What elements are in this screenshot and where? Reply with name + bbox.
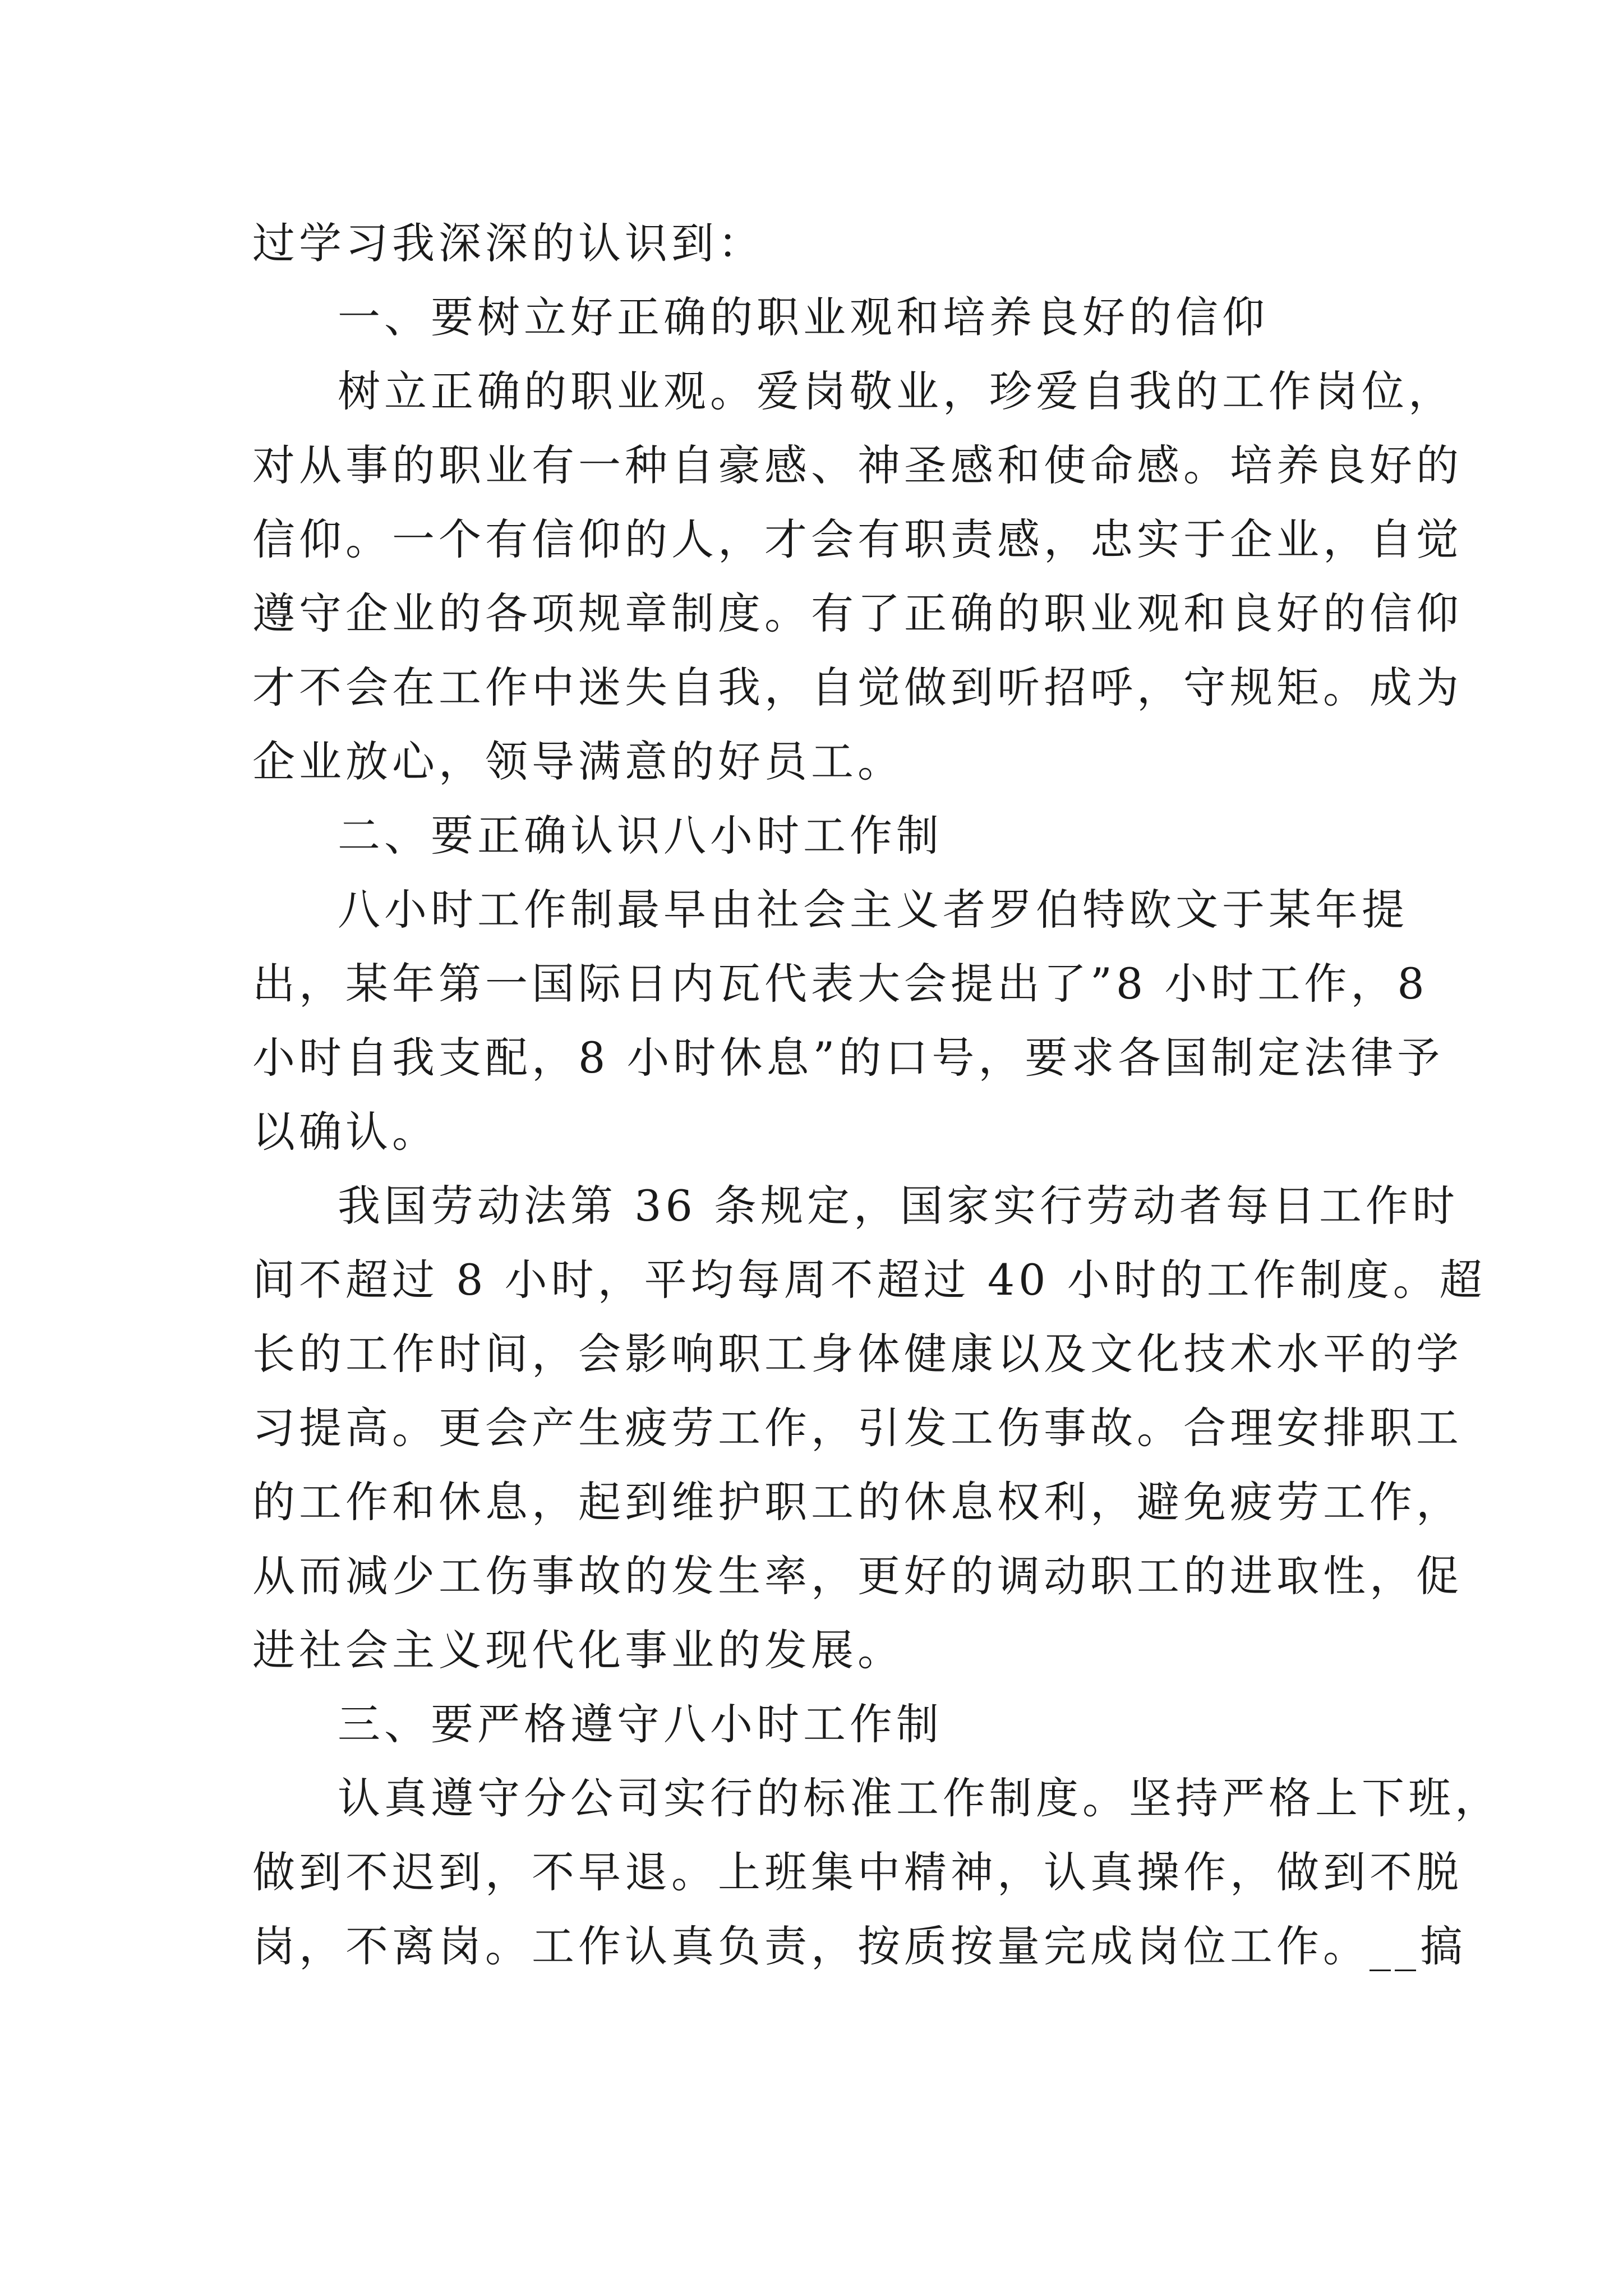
text-line: 小时自我支配，8 小时休息”的口号，要求各国制定法律予 bbox=[252, 1033, 1444, 1083]
text-line: 的工作和休息，起到维护职工的休息权利，避免疲劳工作， bbox=[252, 1477, 1463, 1527]
text-line: 八小时工作制最早由社会主义者罗伯特欧文于某年提 bbox=[338, 885, 1408, 935]
section-heading-2: 二、要正确认识八小时工作制 bbox=[338, 811, 943, 861]
text-line: 间不超过 8 小时，平均每周不超过 40 小时的工作制度。超 bbox=[252, 1255, 1486, 1305]
text-line: 进社会主义现代化事业的发展。 bbox=[252, 1625, 904, 1675]
text-line: 信仰。一个有信仰的人，才会有职责感，忠实于企业，自觉 bbox=[252, 514, 1463, 564]
text-line: 认真遵守分公司实行的标准工作制度。坚持严格上下班， bbox=[338, 1773, 1501, 1823]
text-line: 岗，不离岗。工作认真负责，按质按量完成岗位工作。__搞 bbox=[252, 1921, 1467, 1971]
text-line: 以确认。 bbox=[252, 1107, 439, 1157]
text-line: 树立正确的职业观。爱岗敬业，珍爱自我的工作岗位， bbox=[338, 366, 1455, 416]
text-line: 做到不迟到，不早退。上班集中精神，认真操作，做到不脱 bbox=[252, 1847, 1463, 1897]
text-line: 出，某年第一国际日内瓦代表大会提出了”8 小时工作，8 bbox=[252, 959, 1428, 1009]
body-text bbox=[252, 206, 1501, 1984]
section-heading-3: 三、要严格遵守八小时工作制 bbox=[338, 1699, 943, 1749]
section-heading-1: 一、要树立好正确的职业观和培养良好的信仰 bbox=[338, 292, 1269, 342]
text-line: 从而减少工伤事故的发生率，更好的调动职工的进取性，促 bbox=[252, 1551, 1463, 1601]
text-line: 我国劳动法第 36 条规定，国家实行劳动者每日工作时 bbox=[338, 1181, 1459, 1231]
text-line: 过学习我深深的认识到： bbox=[252, 218, 764, 268]
text-line: 长的工作时间，会影响职工身体健康以及文化技术水平的学 bbox=[252, 1329, 1463, 1379]
text-line: 遵守企业的各项规章制度。有了正确的职业观和良好的信仰 bbox=[252, 588, 1463, 638]
text-line: 才不会在工作中迷失自我，自觉做到听招呼，守规矩。成为 bbox=[252, 662, 1463, 712]
text-line: 对从事的职业有一种自豪感、神圣感和使命感。培养良好的 bbox=[252, 440, 1463, 490]
text-line: 习提高。更会产生疲劳工作，引发工伤事故。合理安排职工 bbox=[252, 1403, 1463, 1453]
text-line: 企业放心，领导满意的好员工。 bbox=[252, 737, 904, 786]
